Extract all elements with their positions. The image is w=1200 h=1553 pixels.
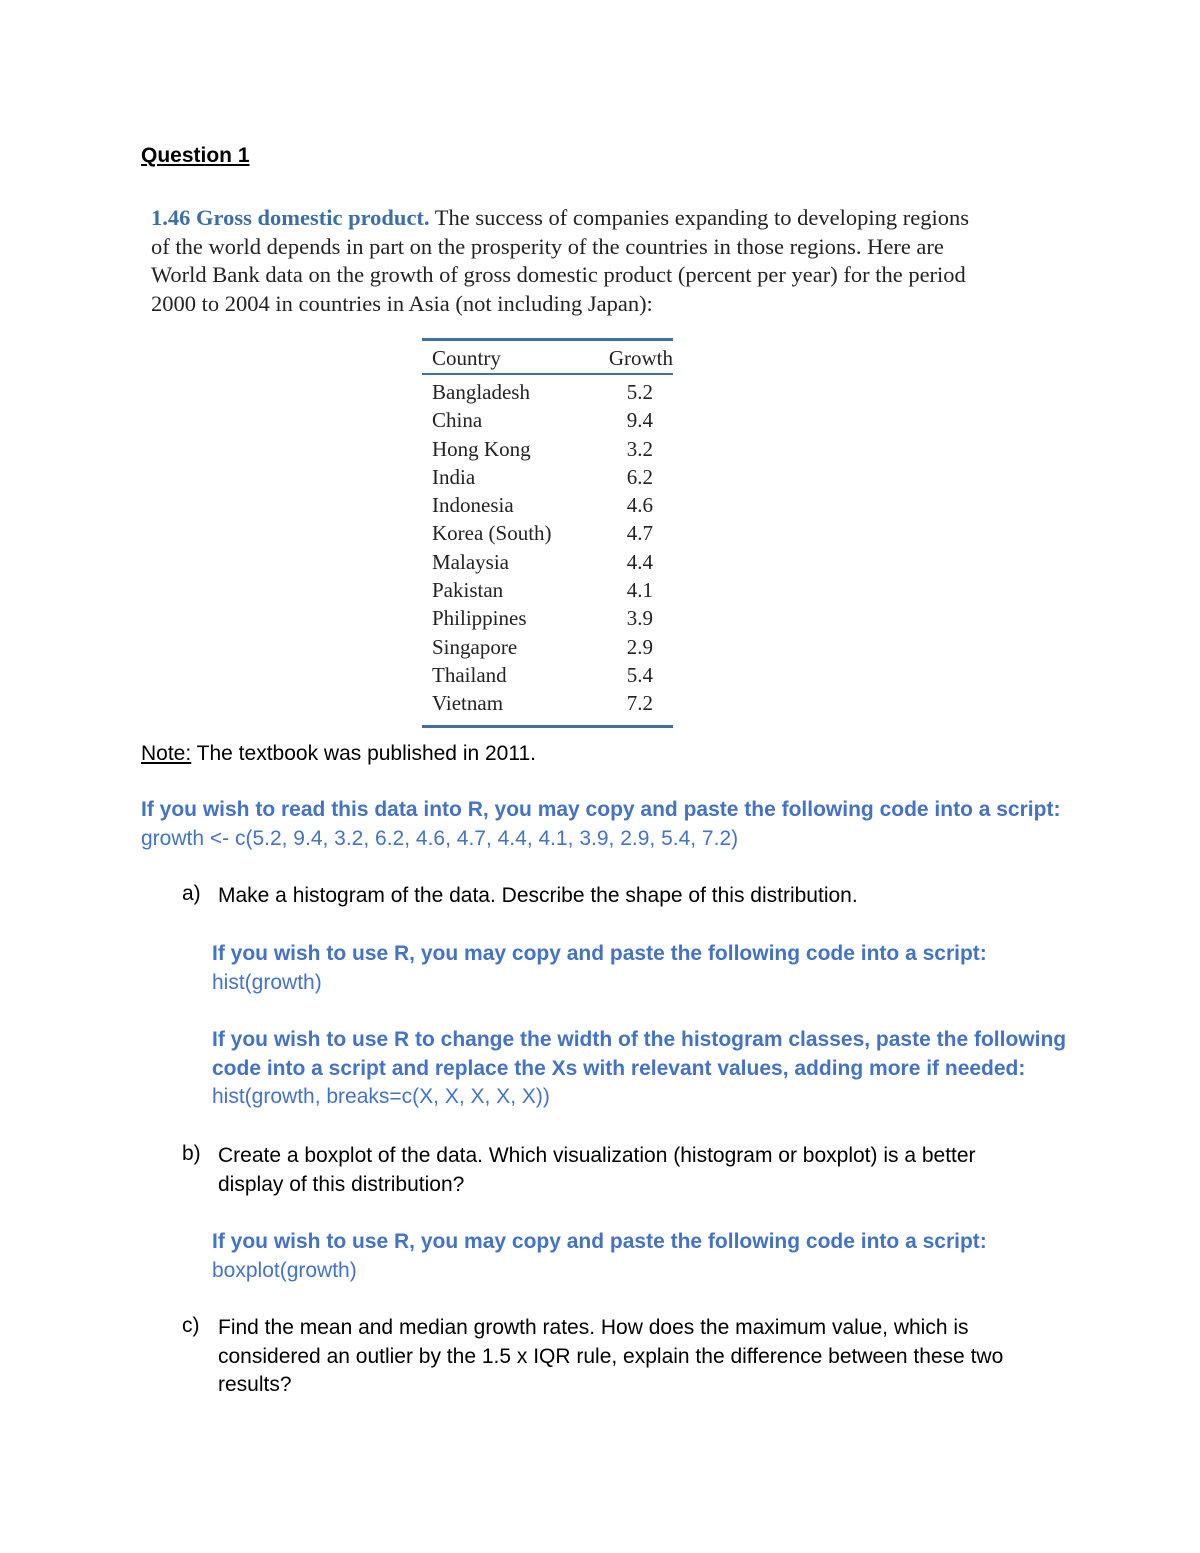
growth-cell: 3.2 [626,436,653,461]
table-header-row [422,341,673,373]
part-b-r-code: boxplot(growth) [212,1258,357,1282]
country-cell: China [432,408,483,433]
part-c-line3: results? [218,1373,292,1396]
r-intro-instruction: If you wish to read this data into R, you may copy and paste the following code into a script: [141,798,1061,821]
table-row [422,548,673,576]
note-line [141,740,536,769]
country-cell: Pakistan [432,578,504,603]
table-body [422,375,673,725]
part-c-line2: considered an outlier by the 1.5 x IQR rule, explain the difference between these two [218,1344,1004,1368]
part-c-line1: Find the mean and median growth rates. How does the maximum value, which is [218,1316,969,1339]
part-a-r2-instruction-line2: code into a script and replace the Xs with relevant values, adding more if needed: [212,1056,1026,1080]
country-cell: Vietnam [432,691,504,716]
part-a-r2 [212,1026,1112,1112]
part-a-r1-code: hist(growth) [212,970,322,994]
growth-cell: 4.1 [626,578,653,603]
part-b [182,1142,1052,1199]
table-row [422,435,673,463]
part-a [182,882,1052,911]
table-row [422,491,673,519]
country-cell: India [432,464,476,489]
growth-cell: 5.2 [626,380,653,404]
growth-cell: 4.4 [626,549,653,574]
part-a-r1 [212,940,1072,997]
country-cell: Bangladesh [432,380,530,404]
table-bottom-rule [422,725,673,728]
part-c [182,1314,1052,1400]
country-cell: Hong Kong [432,436,531,461]
note-label: Note: [141,742,192,765]
part-b-r [212,1228,1072,1285]
country-cell: Korea (South) [432,521,552,546]
part-a-label: a) [182,882,201,905]
part-a-r2-instruction-line1: If you wish to use R to change the width of the histogram classes, paste the following [212,1028,1067,1051]
growth-table [422,338,673,728]
table-row [422,661,673,689]
table-row [422,604,673,632]
part-a-r2-code: hist(growth, breaks=c(X, X, X, X, X)) [212,1085,550,1108]
part-b-line2: display of this distribution? [218,1172,465,1196]
table-row [422,406,673,434]
growth-cell: 9.4 [626,408,653,433]
country-cell: Indonesia [432,493,514,518]
growth-cell: 7.2 [626,691,653,716]
table-row [422,689,673,717]
part-b-line1: Create a boxplot of the data. Which visualization (histogram or boxplot) is a better [218,1144,976,1167]
growth-cell: 5.4 [626,662,653,687]
header-growth: Growth [608,346,673,370]
table-row [422,519,673,547]
part-a-r1-instruction: If you wish to use R, you may copy and paste the following code into a script: [212,942,987,965]
table-row [422,378,673,406]
growth-cell: 4.7 [626,521,653,546]
growth-cell: 3.9 [626,606,653,631]
country-cell: Malaysia [432,549,509,574]
exercise-number: 1.46 [151,205,191,230]
r-intro [141,796,1101,853]
growth-cell: 4.6 [626,493,653,518]
header-country: Country [432,346,501,370]
growth-cell: 2.9 [626,634,653,659]
table-row [422,463,673,491]
part-c-label: c) [182,1314,200,1337]
table-row [422,633,673,661]
note-text: The textbook was published in 2011. [191,742,536,765]
country-cell: Singapore [432,634,518,659]
country-cell: Thailand [432,662,507,687]
part-b-r-instruction: If you wish to use R, you may copy and paste the following code into a script: [212,1230,987,1253]
part-b-label: b) [182,1142,201,1165]
growth-cell: 6.2 [626,464,653,489]
exercise-text: The success of companies expanding to developing regions of the world depends in part on the prosperity of the countries in those regions. Here are World Bank data on the growth of gross domestic product (percent per year) for the period 2000 to 2004 in countries in Asia (not including Japan): [151,205,970,316]
r-intro-code: growth <- c(5.2, 9.4, 3.2, 6.2, 4.6, 4.7, 4.4, 4.1, 3.9, 2.9, 5.4, 7.2) [141,826,739,850]
table-row [422,576,673,604]
exercise-title: Gross domestic product. [196,205,430,230]
question-title: Question 1 [141,144,250,167]
textbook-excerpt [151,204,971,318]
country-cell: Philippines [432,606,527,631]
part-a-text: Make a histogram of the data. Describe the shape of this distribution. [218,884,858,907]
